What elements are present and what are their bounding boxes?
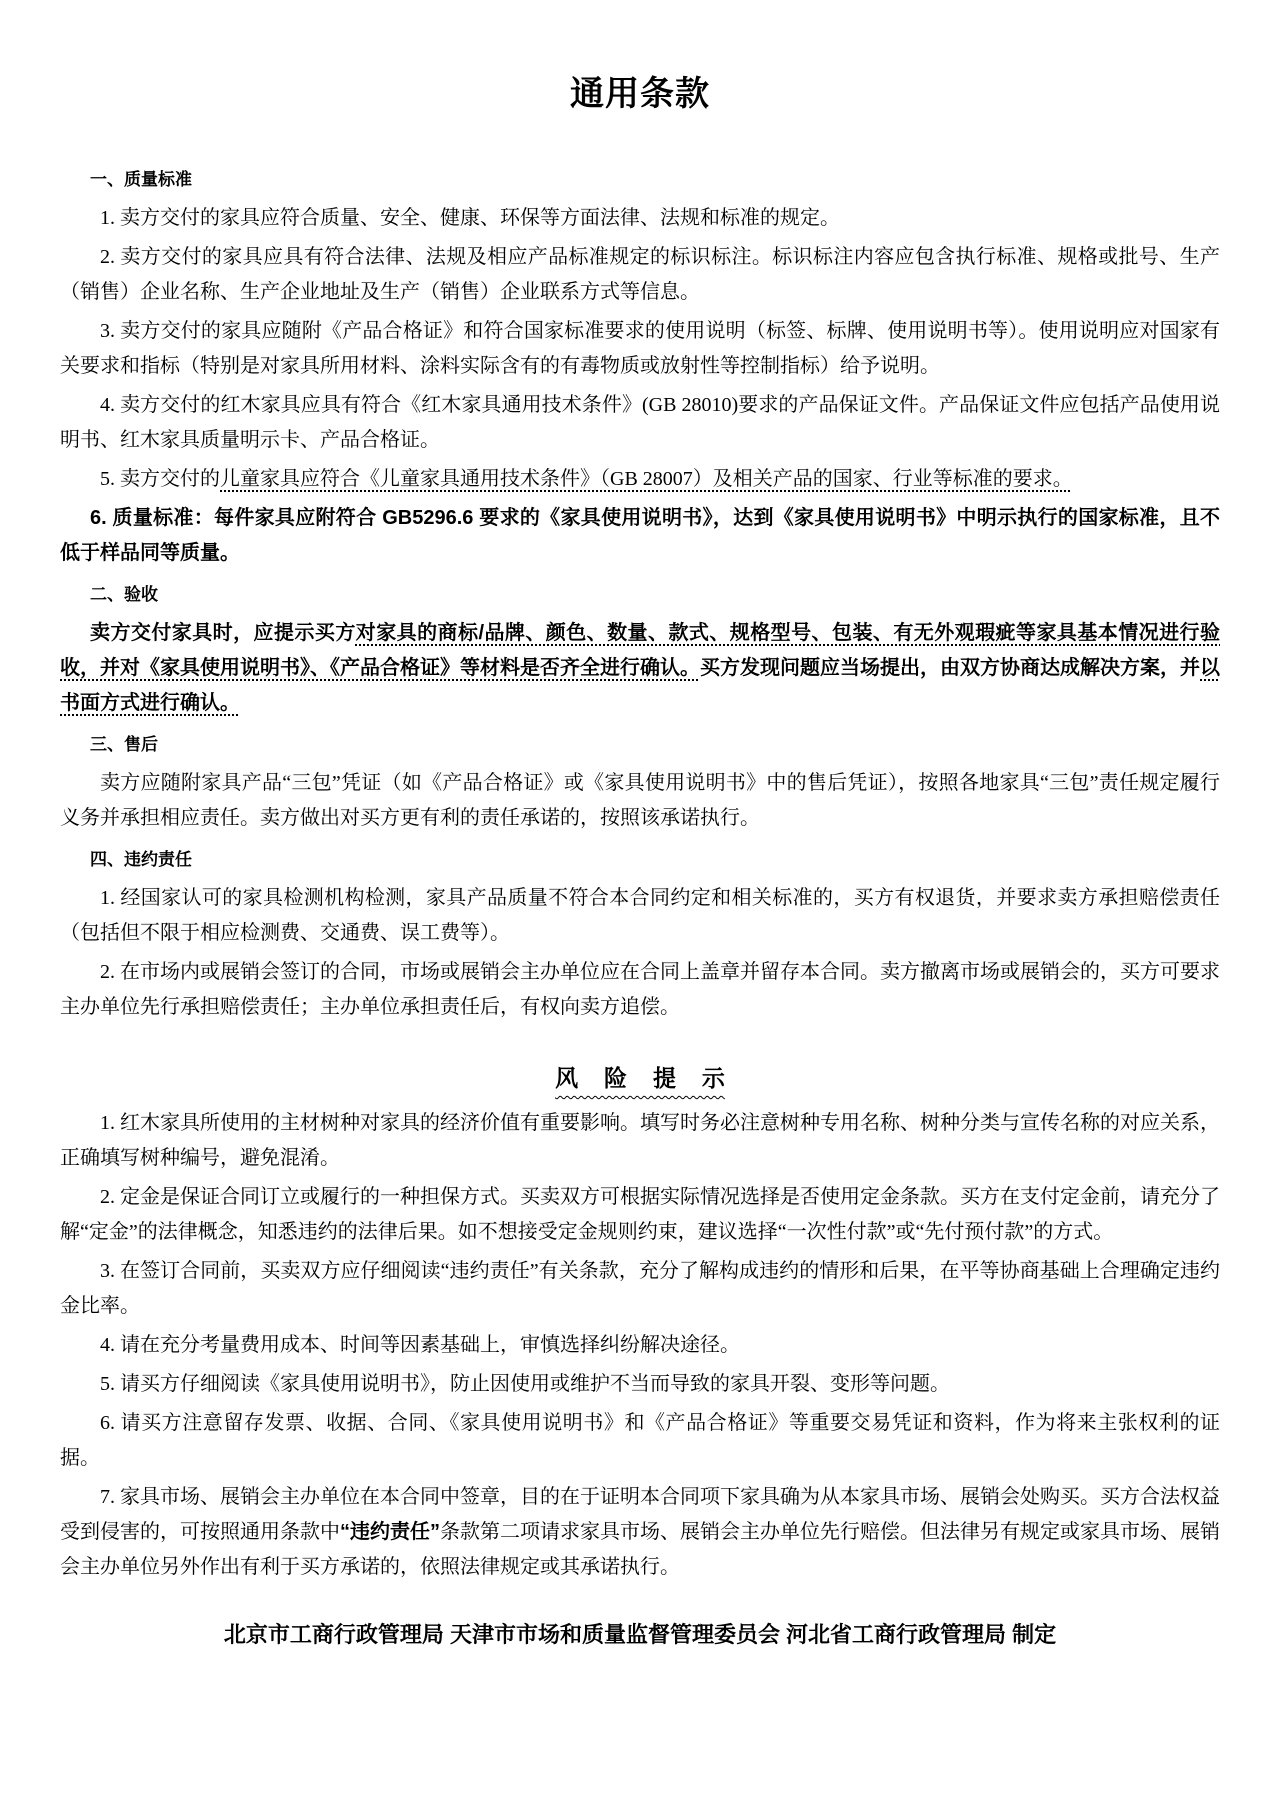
paragraph [60,501,1220,571]
text-run: 儿童家具应符合《儿童家具通用技术条件》（GB 28007）及相关产品的国家、行业等标准的要求。 [220,468,1073,490]
paragraph [60,314,1220,384]
footer-issuers: 北京市工商行政管理局 天津市市场和质量监督管理委员会 河北省工商行政管理局 制定 [223,1622,1057,1647]
text-run: 1. 经国家认可的家具检测机构检测，家具产品质量不符合本合同约定和相关标准的，买方有权退货，并要求卖方承担赔偿责任（包括但不限于相应检测费、交通费、误工费等）。 [60,887,1220,944]
paragraph [60,240,1220,310]
text-run: 2. 在市场内或展销会签订的合同，市场或展销会主办单位应在合同上盖章并留存本合同。卖方撤离市场或展销会的，买方可要求主办单位先行承担赔偿责任；主办单位承担责任后，有权向卖方追偿。 [60,961,1220,1018]
text-run: 2. 卖方交付的家具应具有符合法律、法规及相应产品标准规定的标识标注。标识标注内容应包含执行标准、规格或批号、生产（销售）企业名称、生产企业地址及生产（销售）企业联系方式等信息。 [60,246,1220,303]
general-terms-sections [60,162,1220,1025]
text-run: 7. 家具市场、展销会主办单位在本合同中签章，目的在于证明本合同项下家具确为从本家具市场、展销会处购买。买方合法权益受到侵害的，可按照通用条款中 [60,1486,1220,1543]
text-run: 6. 请买方注意留存发票、收据、合同、《家具使用说明书》和《产品合格证》等重要交易凭证和资料，作为将来主张权利的证据。 [60,1412,1220,1469]
paragraph [60,462,1220,497]
section-after-sales [60,727,1220,836]
text-run: 买方发现问题应当场提出，由双方协商达成解决方案，并 [700,657,1200,679]
paragraph [60,881,1220,951]
text-run: 3. 卖方交付的家具应随附《产品合格证》和符合国家标准要求的使用说明（标签、标牌、使用说明书等）。使用说明应对国家有关要求和指标（特别是对家具所用材料、涂料实际含有的有毒物质或放射性等控制指标）给予说明。 [60,320,1220,377]
risk-paragraph [60,1106,1220,1176]
paragraph [60,388,1220,458]
text-run: 卖方应随附家具产品“三包”凭证（如《产品合格证》或《家具使用说明书》中的售后凭证），按照各地家具“三包”责任规定履行义务并承担相应责任。卖方做出对买方更有利的责任承诺的，按照该承诺执行。 [60,772,1220,829]
text-run: 以书面方式进行确认。 [60,657,1220,714]
risk-warning-title [60,1061,1220,1096]
text-run: 卖方交付家具时，应提示买方 [90,622,356,644]
risk-warning-paragraphs [60,1106,1220,1585]
page-title: 通用条款 [570,75,710,113]
text-run: 5. 请买方仔细阅读《家具使用说明书》，防止因使用或维护不当而导致的家具开裂、变形等问题。 [100,1373,950,1395]
risk-paragraph [60,1480,1220,1585]
section-acceptance [60,577,1220,721]
paragraph [60,201,1220,236]
section-breach-liability [60,842,1220,1025]
risk-warning-title-text: 风 险 提 示 [555,1065,725,1091]
text-run: 5. 卖方交付的 [100,468,220,490]
text-run: 1. 卖方交付的家具应符合质量、安全、健康、环保等方面法律、法规和标准的规定。 [100,207,840,229]
paragraph [60,616,1220,721]
risk-paragraph [60,1367,1220,1402]
text-run: 4. 请在充分考量费用成本、时间等因素基础上，审慎选择纠纷解决途径。 [100,1334,740,1356]
text-run: 条款第二项请求家具市场、展销会主办单位先行赔偿。但法律另有规定或家具市场、展销会主办单位另外作出有利于买方承诺的，依照法律规定或其承诺执行。 [60,1521,1220,1578]
text-run: 对家具的商标/品牌、颜色、数量、款式、规格型号、包装、有无外观瑕疵等家具基本情况进行验收，并对《家具使用说明书》、《产品合格证》等材料是否齐全进行确认。 [60,622,1220,679]
risk-paragraph [60,1254,1220,1324]
section-heading-acceptance: 二、验收 [90,585,158,604]
section-heading-after-sales: 三、售后 [90,735,158,754]
text-run: 4. 卖方交付的红木家具应具有符合《红木家具通用技术条件》(GB 28010)要求的产品保证文件。产品保证文件应包括产品使用说明书、红木家具质量明示卡、产品合格证。 [60,394,1220,451]
text-run: 1. 红木家具所使用的主材树种对家具的经济价值有重要影响。填写时务必注意树种专用名称、树种分类与宣传名称的对应关系，正确填写树种编号，避免混淆。 [60,1112,1220,1169]
text-run: 3. 在签订合同前，买卖双方应仔细阅读“违约责任”有关条款，充分了解构成违约的情形和后果，在平等协商基础上合理确定违约金比率。 [60,1260,1220,1317]
text-run: 2. 定金是保证合同订立或履行的一种担保方式。买卖双方可根据实际情况选择是否使用定金条款。买方在支付定金前，请充分了解“定金”的法律概念，知悉违约的法律后果。如不想接受定金规则约束，建议选择“一次性付款”或“先付预付款”的方式。 [60,1186,1220,1243]
section-quality-standards [60,162,1220,571]
text-run: “违约责任” [340,1521,440,1543]
risk-paragraph [60,1180,1220,1250]
paragraph [60,955,1220,1025]
paragraph [60,766,1220,836]
text-run: 6. 质量标准：每件家具应附符合 GB5296.6 要求的《家具使用说明书》，达到《家具使用说明书》中明示执行的国家标准，且不低于样品同等质量。 [60,507,1220,564]
section-heading-quality-standards: 一、质量标准 [90,170,192,189]
section-heading-breach-liability: 四、违约责任 [90,850,192,869]
risk-paragraph [60,1406,1220,1476]
risk-paragraph [60,1328,1220,1363]
